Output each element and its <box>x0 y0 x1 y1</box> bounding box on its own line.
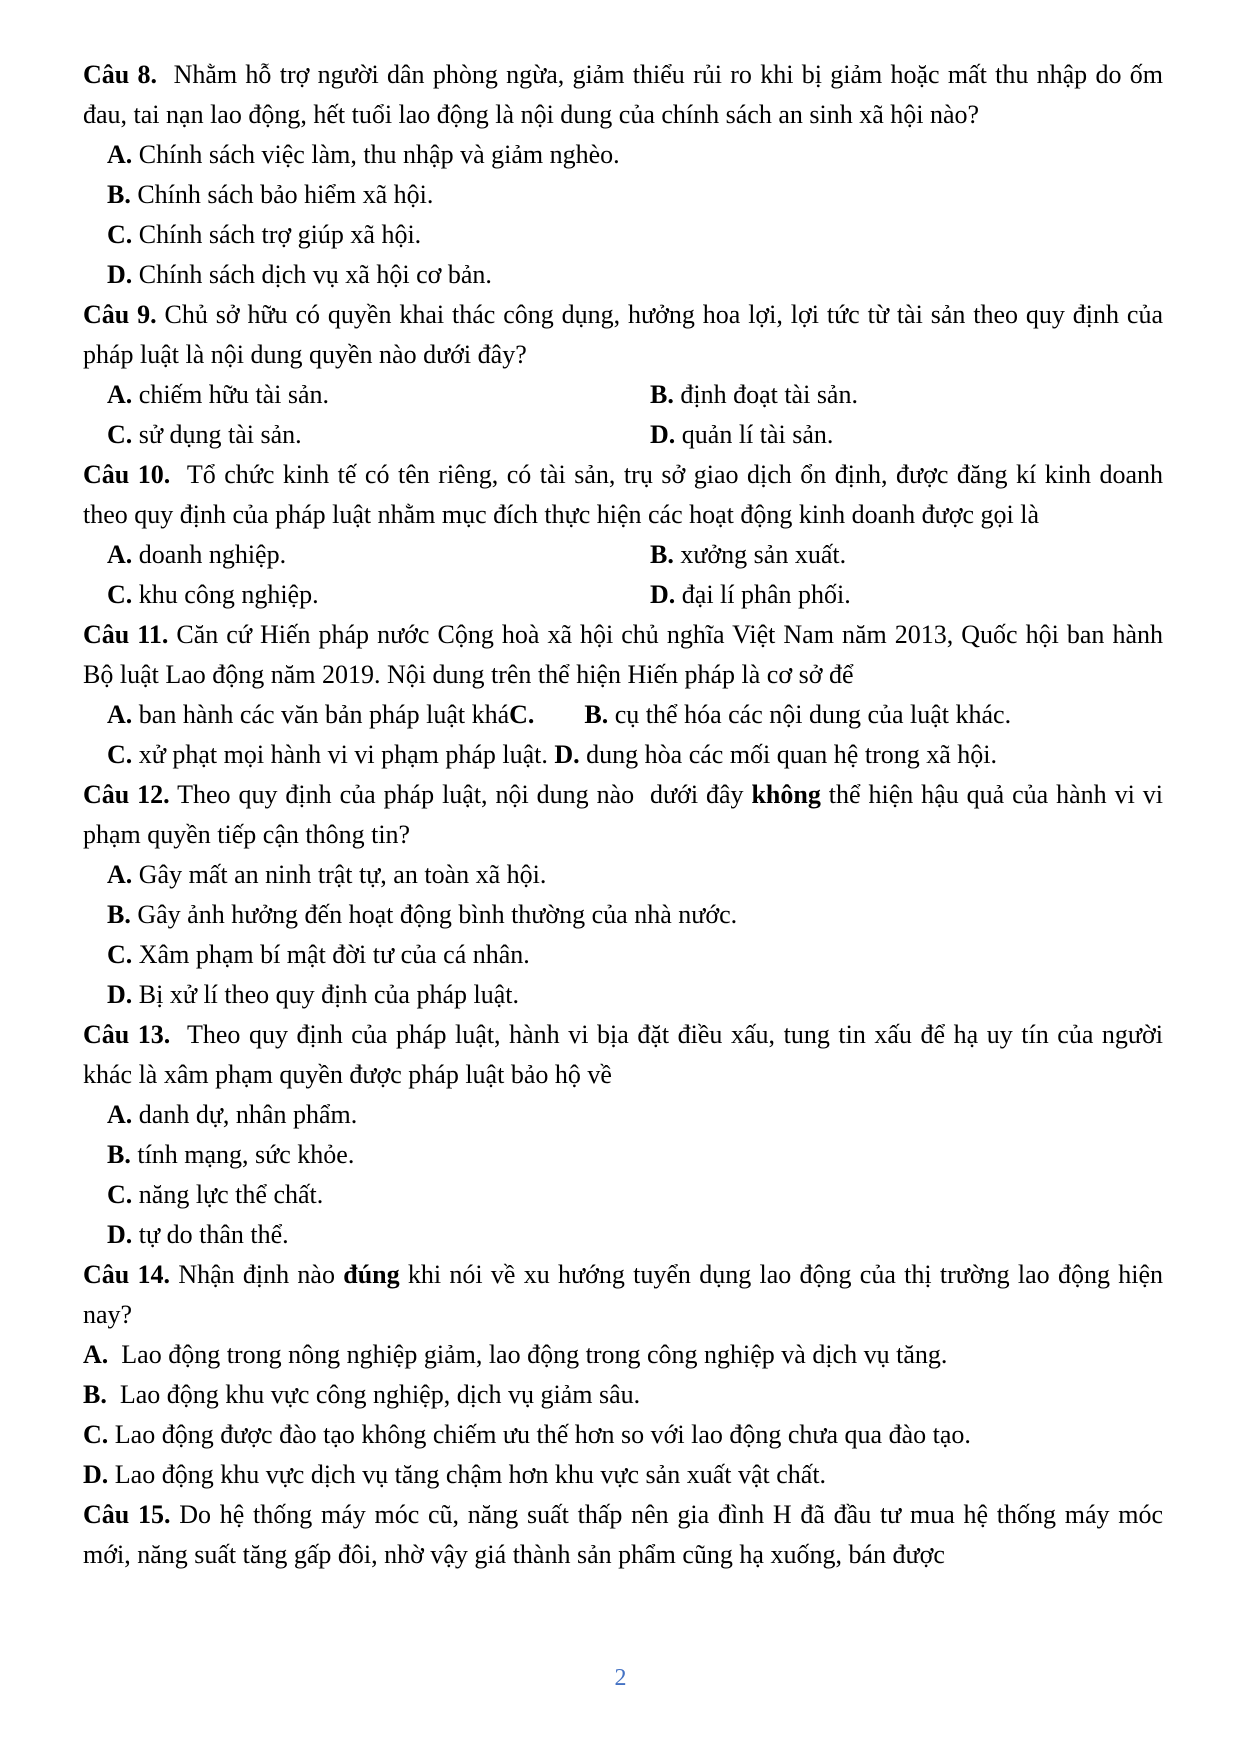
question-13-options <box>83 1095 1163 1255</box>
question-10-option-d <box>650 575 851 615</box>
question-10-options-row-2 <box>83 575 1163 615</box>
exam-content <box>83 55 1170 1575</box>
option-text: quản lí tài sản. <box>675 420 834 449</box>
question-9-option-a <box>107 375 650 415</box>
option-letter: A. <box>107 700 133 729</box>
option-text: Lao động trong nông nghiệp giảm, lao động trong công nghiệp và dịch vụ tăng. <box>108 1340 948 1369</box>
question-13-option-c <box>107 1175 1163 1215</box>
option-text: cụ thể hóa các nội dung của luật khác. <box>608 700 1012 729</box>
question-12-stem-bold: không <box>751 780 821 809</box>
question-11-number: Câu 11. <box>83 620 169 649</box>
option-letter: B. <box>650 540 674 569</box>
question-9-options-row-1 <box>83 375 1163 415</box>
option-text: Chính sách trợ giúp xã hội. <box>132 220 422 249</box>
option-letter: D. <box>107 1220 133 1249</box>
question-9-option-c <box>107 415 650 455</box>
option-letter-suffix: C. <box>509 700 535 729</box>
question-14-stem <box>83 1255 1170 1335</box>
option-text: khu công nghiệp. <box>132 580 319 609</box>
question-12-option-d <box>107 975 1163 1015</box>
question-8-stem-text: Nhằm hỗ trợ người dân phòng ngừa, giảm thiểu rủi ro khi bị giảm hoặc mất thu nhập do ốm đau, tai nạn lao động, hết tuổi lao động là nội dung của chính sách an sinh xã hội nào? <box>83 60 1170 129</box>
option-letter: A. <box>107 1100 133 1129</box>
option-text: ban hành các văn bản pháp luật khá <box>132 700 510 729</box>
option-letter: A. <box>107 140 133 169</box>
question-13-option-d <box>107 1215 1163 1255</box>
question-13-stem <box>83 1015 1170 1095</box>
question-11-option-line-2 <box>107 735 1163 775</box>
question-12-stem-text: Theo quy định của pháp luật, nội dung nào dưới đây <box>169 780 752 809</box>
option-letter: D. <box>554 740 580 769</box>
option-letter: B. <box>107 180 131 209</box>
question-8 <box>83 55 1170 295</box>
option-letter: A. <box>107 380 133 409</box>
question-14-option-d <box>83 1455 1163 1495</box>
question-12-stem-text: thể hiện hậu quả của hành vi vi phạm quyền tiếp cận thông tin? <box>83 780 1170 849</box>
option-text: Lao động được đào tạo không chiếm ưu thế hơn so với lao động chưa qua đào tạo. <box>108 1420 971 1449</box>
option-letter: B. <box>650 380 674 409</box>
question-14-stem-text: Nhận định nào <box>170 1260 344 1289</box>
question-9-options-row-2 <box>83 415 1163 455</box>
question-13-stem-text: Theo quy định của pháp luật, hành vi bịa đặt điều xấu, tung tin xấu để hạ uy tín của người khác là xâm phạm quyền được pháp luật bảo hộ về <box>83 1020 1170 1089</box>
option-text: tự do thân thể. <box>132 1220 289 1249</box>
page-number: 2 <box>614 1665 627 1691</box>
question-14-number: Câu 14. <box>83 1260 171 1289</box>
question-13 <box>83 1015 1170 1255</box>
option-text: danh dự, nhân phẩm. <box>132 1100 358 1129</box>
option-letter: B. <box>107 900 131 929</box>
question-13-option-a <box>107 1095 1163 1135</box>
question-10-stem <box>83 455 1170 535</box>
question-15-stem-text: Do hệ thống máy móc cũ, năng suất thấp nên gia đình H đã đầu tư mua hệ thống máy móc mới, năng suất tăng gấp đôi, nhờ vậy giá thành sản phẩm cũng hạ xuống, bán được <box>83 1500 1170 1569</box>
option-letter: B. <box>83 1380 107 1409</box>
option-text: doanh nghiệp. <box>132 540 287 569</box>
question-9 <box>83 295 1170 455</box>
question-13-option-b <box>107 1135 1163 1175</box>
option-text: Chính sách việc làm, thu nhập và giảm nghèo. <box>132 140 620 169</box>
question-10-options-row-1 <box>83 535 1163 575</box>
question-11 <box>83 615 1170 775</box>
option-letter: D. <box>650 580 676 609</box>
question-10-option-b <box>650 535 846 575</box>
option-letter: C. <box>107 740 133 769</box>
option-letter: C. <box>83 1420 109 1449</box>
question-8-option-d <box>107 255 1163 295</box>
option-letter: C. <box>107 420 133 449</box>
question-12-option-b <box>107 895 1163 935</box>
question-9-option-b <box>650 375 858 415</box>
question-10-stem-text: Tổ chức kinh tế có tên riêng, có tài sản, trụ sở giao dịch ổn định, được đăng kí kinh doanh theo quy định của pháp luật nhằm mục đích thực hiện các hoạt động kinh doanh được gọi là <box>83 460 1170 529</box>
option-text: chiếm hữu tài sản. <box>132 380 330 409</box>
question-8-option-b <box>107 175 1163 215</box>
question-9-number: Câu 9. <box>83 300 157 329</box>
option-text: Lao động khu vực dịch vụ tăng chậm hơn khu vực sản xuất vật chất. <box>108 1460 827 1489</box>
question-12-options <box>83 855 1163 1015</box>
question-8-number: Câu 8. <box>83 60 158 89</box>
option-letter: A. <box>83 1340 109 1369</box>
question-10 <box>83 455 1170 615</box>
option-text: Xâm phạm bí mật đời tư của cá nhân. <box>132 940 530 969</box>
question-12-stem <box>83 775 1170 855</box>
question-9-stem-text: Chủ sở hữu có quyền khai thác công dụng, hưởng hoa lợi, lợi tức từ tài sản theo quy định của pháp luật là nội dung quyền nào dưới đây? <box>83 300 1170 369</box>
option-letter: C. <box>107 580 133 609</box>
option-letter: D. <box>107 980 133 1009</box>
option-text: Bị xử lí theo quy định của pháp luật. <box>132 980 519 1009</box>
question-11-options <box>83 695 1163 775</box>
option-text: đại lí phân phối. <box>675 580 851 609</box>
question-9-stem <box>83 295 1170 375</box>
option-text: dung hòa các mối quan hệ trong xã hội. <box>579 740 997 769</box>
question-14-stem-text: khi nói về xu hướng tuyển dụng lao động của thị trường lao động hiện nay? <box>83 1260 1170 1329</box>
question-10-option-c <box>107 575 650 615</box>
option-letter: B. <box>584 700 609 729</box>
option-text: Gây ảnh hưởng đến hoạt động bình thường của nhà nước. <box>130 900 738 929</box>
question-10-option-a <box>107 535 650 575</box>
question-12-number: Câu 12. <box>83 780 170 809</box>
option-text: Chính sách bảo hiểm xã hội. <box>130 180 434 209</box>
question-15-stem <box>83 1495 1170 1575</box>
question-11-stem-text: Căn cứ Hiến pháp nước Cộng hoà xã hội chủ nghĩa Việt Nam năm 2013, Quốc hội ban hành Bộ luật Lao động năm 2019. Nội dung trên thể hiện Hiến pháp là cơ sở để <box>83 620 1170 689</box>
question-14-stem-bold: đúng <box>343 1260 400 1289</box>
question-14-option-c <box>83 1415 1163 1455</box>
question-8-stem <box>83 55 1170 135</box>
option-letter: A. <box>107 540 133 569</box>
question-8-option-c <box>107 215 1163 255</box>
option-text: Lao động khu vực công nghiệp, dịch vụ giảm sâu. <box>106 1380 641 1409</box>
option-text: định đoạt tài sản. <box>673 380 858 409</box>
question-8-options <box>83 135 1163 295</box>
question-8-option-a <box>107 135 1163 175</box>
question-11-stem <box>83 615 1170 695</box>
question-11-option-line-1 <box>107 695 1163 735</box>
option-letter: C. <box>107 1180 133 1209</box>
question-12-option-a <box>107 855 1163 895</box>
question-14-options <box>83 1335 1163 1495</box>
question-14-option-a <box>83 1335 1163 1375</box>
option-letter: C. <box>107 220 133 249</box>
question-14 <box>83 1255 1170 1495</box>
option-text: sử dụng tài sản. <box>132 420 302 449</box>
question-12-option-c <box>107 935 1163 975</box>
option-text: Gây mất an ninh trật tự, an toàn xã hội. <box>132 860 547 889</box>
option-letter: D. <box>83 1460 109 1489</box>
option-text: Chính sách dịch vụ xã hội cơ bản. <box>132 260 492 289</box>
option-letter: D. <box>107 260 133 289</box>
question-15 <box>83 1495 1170 1575</box>
option-letter: A. <box>107 860 133 889</box>
question-12 <box>83 775 1170 1015</box>
question-14-option-b <box>83 1375 1163 1415</box>
option-letter: C. <box>107 940 133 969</box>
option-letter: D. <box>650 420 676 449</box>
question-15-number: Câu 15. <box>83 1500 171 1529</box>
option-text: xưởng sản xuất. <box>673 540 847 569</box>
option-text: tính mạng, sức khỏe. <box>130 1140 355 1169</box>
option-text: năng lực thể chất. <box>132 1180 324 1209</box>
question-9-option-d <box>650 415 833 455</box>
option-letter: B. <box>107 1140 131 1169</box>
question-10-number: Câu 10. <box>83 460 171 489</box>
question-13-number: Câu 13. <box>83 1020 171 1049</box>
option-text: xử phạt mọi hành vi vi phạm pháp luật. <box>132 740 555 769</box>
